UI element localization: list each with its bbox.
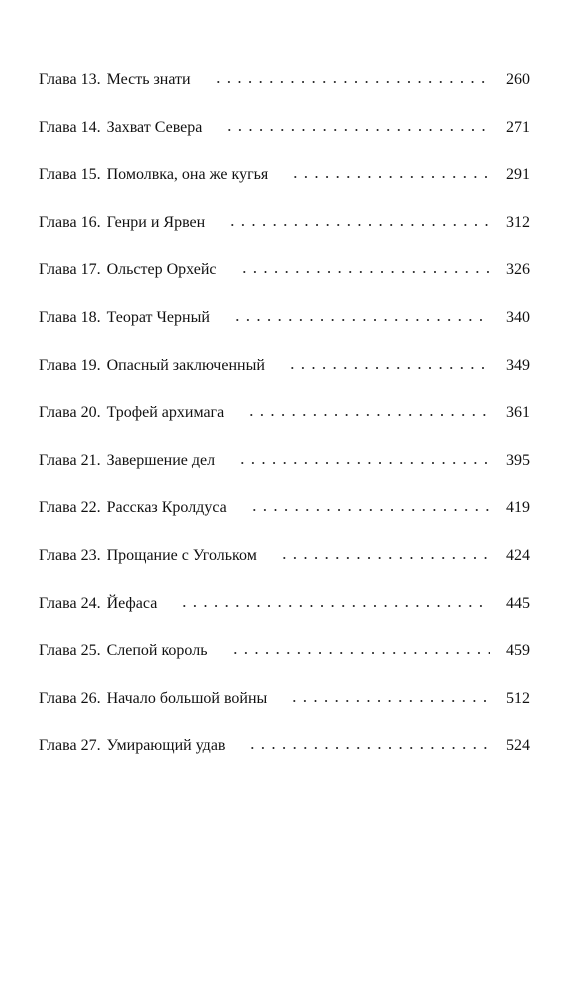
- chapter-number: Глава 15.: [39, 166, 101, 184]
- dot-leader: [246, 414, 490, 416]
- chapter-number: Глава 27.: [39, 737, 101, 755]
- chapter-title: Завершение дел: [106, 451, 216, 469]
- dot-leader: [179, 605, 490, 607]
- chapter-title: Опасный заключенный: [106, 356, 265, 374]
- dot-leader: [224, 129, 490, 131]
- page-number: 512: [506, 689, 530, 707]
- chapter-number: Глава 22.: [39, 499, 101, 517]
- page-number: 419: [506, 499, 530, 517]
- page-number: 395: [506, 451, 530, 469]
- page-number: 524: [506, 737, 530, 755]
- toc-entry-chapter-23[interactable]: [39, 546, 530, 594]
- chapter-title: Слепой король: [106, 642, 208, 660]
- chapter-number: Глава 25.: [39, 642, 101, 660]
- toc-entry-chapter-27[interactable]: [39, 736, 530, 784]
- page-number: 260: [506, 71, 530, 88]
- chapter-number: Глава 26.: [39, 689, 101, 707]
- page-number: 312: [506, 213, 530, 231]
- chapter-number: Глава 14.: [39, 118, 101, 136]
- page-number: 291: [506, 166, 530, 184]
- chapter-number: Глава 13.: [39, 71, 101, 88]
- page-number: 459: [506, 642, 530, 660]
- dot-leader: [237, 462, 490, 464]
- chapter-title: Генри и Ярвен: [106, 213, 206, 231]
- toc-entry-chapter-21[interactable]: [39, 451, 530, 499]
- dot-leader: [279, 557, 490, 559]
- chapter-title: Начало большой войны: [106, 689, 268, 707]
- toc-entry-chapter-20[interactable]: [39, 403, 530, 451]
- toc-entry-chapter-16[interactable]: [39, 213, 530, 261]
- chapter-title: Месть знати: [106, 71, 191, 88]
- toc-entry-chapter-15[interactable]: [39, 165, 530, 213]
- dot-leader: [290, 176, 490, 178]
- dot-leader: [249, 509, 490, 511]
- toc-entry-chapter-17[interactable]: [39, 260, 530, 308]
- dot-leader: [227, 224, 490, 226]
- toc-entry-chapter-13[interactable]: [39, 70, 530, 118]
- chapter-number: Глава 18.: [39, 308, 101, 326]
- toc-entry-chapter-25[interactable]: [39, 641, 530, 689]
- chapter-number: Глава 16.: [39, 213, 101, 231]
- toc-entry-chapter-19[interactable]: [39, 356, 530, 404]
- chapter-number: Глава 21.: [39, 451, 101, 469]
- page-number: 271: [506, 118, 530, 136]
- chapter-title: Йефаса: [106, 594, 158, 612]
- toc-entry-chapter-26[interactable]: [39, 689, 530, 737]
- table-of-contents: [39, 70, 530, 784]
- chapter-title: Захват Севера: [106, 118, 203, 136]
- page-number: 349: [506, 356, 530, 374]
- dot-leader: [247, 747, 490, 749]
- chapter-title: Ольстер Орхейс: [106, 261, 217, 279]
- chapter-title: Рассказ Кролдуса: [106, 499, 227, 517]
- toc-entry-chapter-24[interactable]: [39, 594, 530, 642]
- page-number: 424: [506, 546, 530, 564]
- chapter-title: Трофей архимага: [106, 404, 225, 422]
- chapter-title: Умирающий удав: [106, 737, 226, 755]
- toc-entry-chapter-14[interactable]: [39, 118, 530, 166]
- chapter-number: Глава 17.: [39, 261, 101, 279]
- page-number: 340: [506, 308, 530, 326]
- page-number: 445: [506, 594, 530, 612]
- chapter-number: Глава 23.: [39, 546, 101, 564]
- chapter-title: Помолвка, она же кугья: [106, 166, 269, 184]
- chapter-title: Теорат Черный: [106, 308, 210, 326]
- toc-entry-chapter-22[interactable]: [39, 498, 530, 546]
- dot-leader: [287, 367, 490, 369]
- dot-leader: [232, 319, 490, 321]
- chapter-number: Глава 19.: [39, 356, 101, 374]
- page-number: 326: [506, 261, 530, 279]
- dot-leader: [230, 652, 491, 654]
- page-number: 361: [506, 404, 530, 422]
- toc-entry-chapter-18[interactable]: [39, 308, 530, 356]
- dot-leader: [289, 700, 490, 702]
- chapter-number: Глава 20.: [39, 404, 101, 422]
- chapter-number: Глава 24.: [39, 594, 101, 612]
- chapter-title: Прощание с Угольком: [106, 546, 257, 564]
- dot-leader: [213, 81, 490, 83]
- dot-leader: [239, 271, 490, 273]
